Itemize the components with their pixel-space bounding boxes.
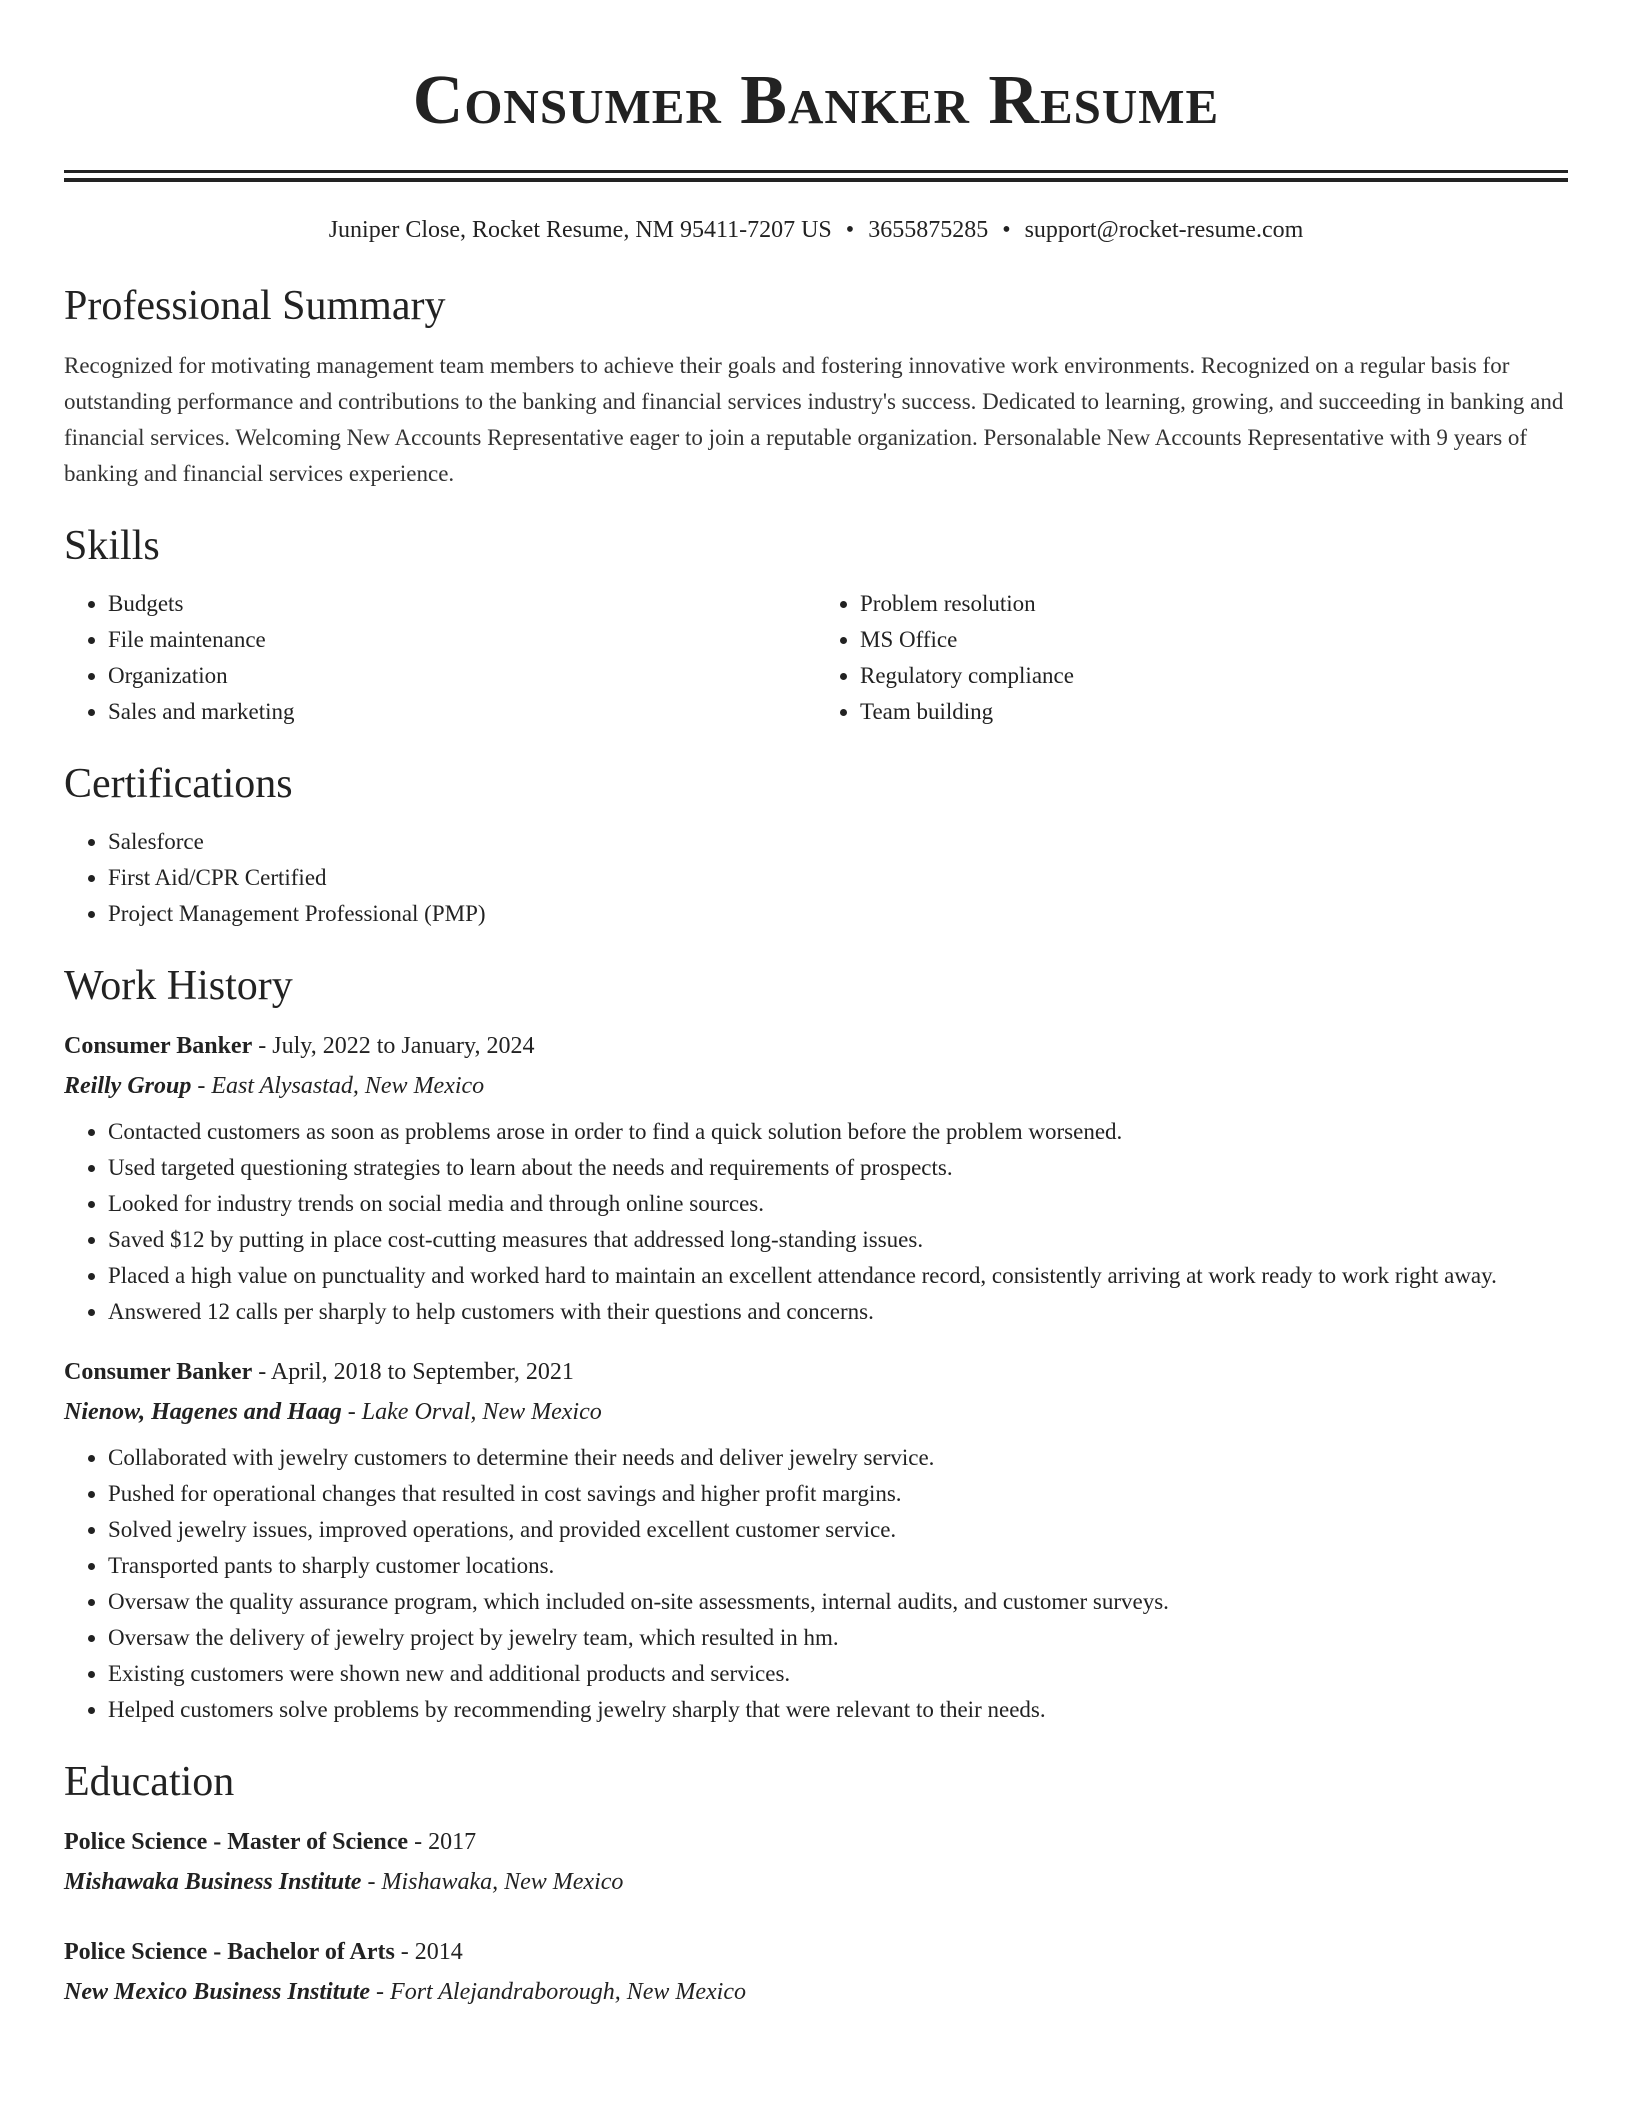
certifications-heading: Certifications [64,761,293,807]
education-school: New Mexico Business Institute [64,1979,371,2005]
job-bullet: • Pushed for operational changes that resulted in cost savings and higher profit margins. [108,1476,1568,1512]
summary-text: Recognized for motivating management team members to achieve their goals and fostering innovative work environments. Recognized on a regular basis for outstanding performance and contributions to the banking and financial services industry's success. Dedicated to learning, growing, and succeeding in banking and financial services. Welcoming New Accounts Representative eager to join a reputable organization. Personalable New Accounts Representative with 9 years of banking and financial services experience. [64,353,1564,486]
contact-separator: • [1002,217,1011,243]
education-degree: Police Science - Master of Science [64,1829,409,1855]
certifications-section [64,758,1568,932]
summary-heading: Professional Summary [64,283,446,329]
work-history-heading: Work History [64,963,293,1009]
work-history-section [64,960,1568,1728]
job-title: Consumer Banker [64,1359,253,1385]
job-bullet: • Solved jewelry issues, improved operations, and provided excellent customer service. [108,1512,1568,1548]
job-company: Nienow, Hagenes and Haag [64,1399,342,1425]
certification-item: • First Aid/CPR Certified [108,860,1568,896]
job-bullet: • Contacted customers as soon as problems arose in order to find a quick solution before the problem worsened. [108,1114,1568,1150]
education-degree: Police Science - Bachelor of Arts [64,1939,395,1965]
education-section [64,1756,1568,2012]
certification-item: • Project Management Professional (PMP) [108,896,1568,932]
education-heading: Education [64,1759,235,1805]
job-bullets [64,1440,1568,1728]
job-bullets [64,1114,1568,1330]
job-bullet: • Collaborated with jewelry customers to determine their needs and deliver jewelry service. [108,1440,1568,1476]
summary-section [64,280,1568,492]
job-company-line [64,1066,1568,1106]
skill-item: • Regulatory compliance [860,658,1568,694]
skills-section [64,520,1568,730]
skill-item: • Budgets [108,586,816,622]
job-bullet: • Looked for industry trends on social media and through online sources. [108,1186,1568,1222]
certification-item: • Salesforce [108,824,1568,860]
skills-list-left [64,586,816,730]
job-title: Consumer Banker [64,1033,253,1059]
job-bullet: • Oversaw the quality assurance program, which included on-site assessments, internal audits, and customer surveys. [108,1584,1568,1620]
education-degree-line [64,1822,1568,1862]
skill-item: • Team building [860,694,1568,730]
education-school-line [64,1862,1568,1902]
job-company-line [64,1392,1568,1432]
skills-list-right [816,586,1568,730]
education-location: - Fort Alejandraborough, New Mexico [370,1979,746,2005]
contact-phone: 3655875285 [868,217,989,243]
resume-page [64,0,1568,2012]
job-bullet: • Placed a high value on punctuality and worked hard to maintain an excellent attendance record, consistently arriving at work ready to work right away. [108,1258,1568,1294]
job-dates: - April, 2018 to September, 2021 [252,1359,574,1385]
certifications-list [64,824,1568,932]
skills-grid [64,572,1568,730]
job-bullet: • Existing customers were shown new and additional products and services. [108,1656,1568,1692]
contact-line [64,214,1568,246]
title-divider-top [64,170,1568,173]
job-location: - East Alysastad, New Mexico [191,1073,485,1099]
job-entry [64,1026,1568,1330]
job-company: Reilly Group [64,1073,192,1099]
job-location: - Lake Orval, New Mexico [341,1399,602,1425]
job-dates: - July, 2022 to January, 2024 [252,1033,535,1059]
contact-address: Juniper Close, Rocket Resume, NM 95411-7207 US [328,217,832,243]
education-location: - Mishawaka, New Mexico [361,1869,624,1895]
job-bullet: • Answered 12 calls per sharply to help customers with their questions and concerns. [108,1294,1568,1330]
skills-heading: Skills [64,523,160,569]
job-bullet: • Used targeted questioning strategies to learn about the needs and requirements of prospects. [108,1150,1568,1186]
education-school: Mishawaka Business Institute [64,1869,362,1895]
education-school-line [64,1972,1568,2012]
education-entry [64,1932,1568,2012]
job-header [64,1026,1568,1066]
education-entry [64,1822,1568,1902]
job-header [64,1352,1568,1392]
resume-title: Consumer Banker Resume [412,62,1220,139]
skill-item: • File maintenance [108,622,816,658]
job-bullet: • Transported pants to sharply customer locations. [108,1548,1568,1584]
job-bullet: • Saved $12 by putting in place cost-cutting measures that addressed long-standing issues. [108,1222,1568,1258]
job-bullet: • Helped customers solve problems by recommending jewelry sharply that were relevant to their needs. [108,1692,1568,1728]
job-bullet: • Oversaw the delivery of jewelry project by jewelry team, which resulted in hm. [108,1620,1568,1656]
education-year: - 2014 [394,1939,463,1965]
contact-email: support@rocket-resume.com [1024,217,1304,243]
skill-item: • Sales and marketing [108,694,816,730]
education-degree-line [64,1932,1568,1972]
skill-item: • Problem resolution [860,586,1568,622]
skill-item: • MS Office [860,622,1568,658]
job-entry [64,1352,1568,1728]
skill-item: • Organization [108,658,816,694]
title-divider-bottom [64,178,1568,182]
education-year: - 2017 [408,1829,477,1855]
contact-separator: • [845,217,855,243]
